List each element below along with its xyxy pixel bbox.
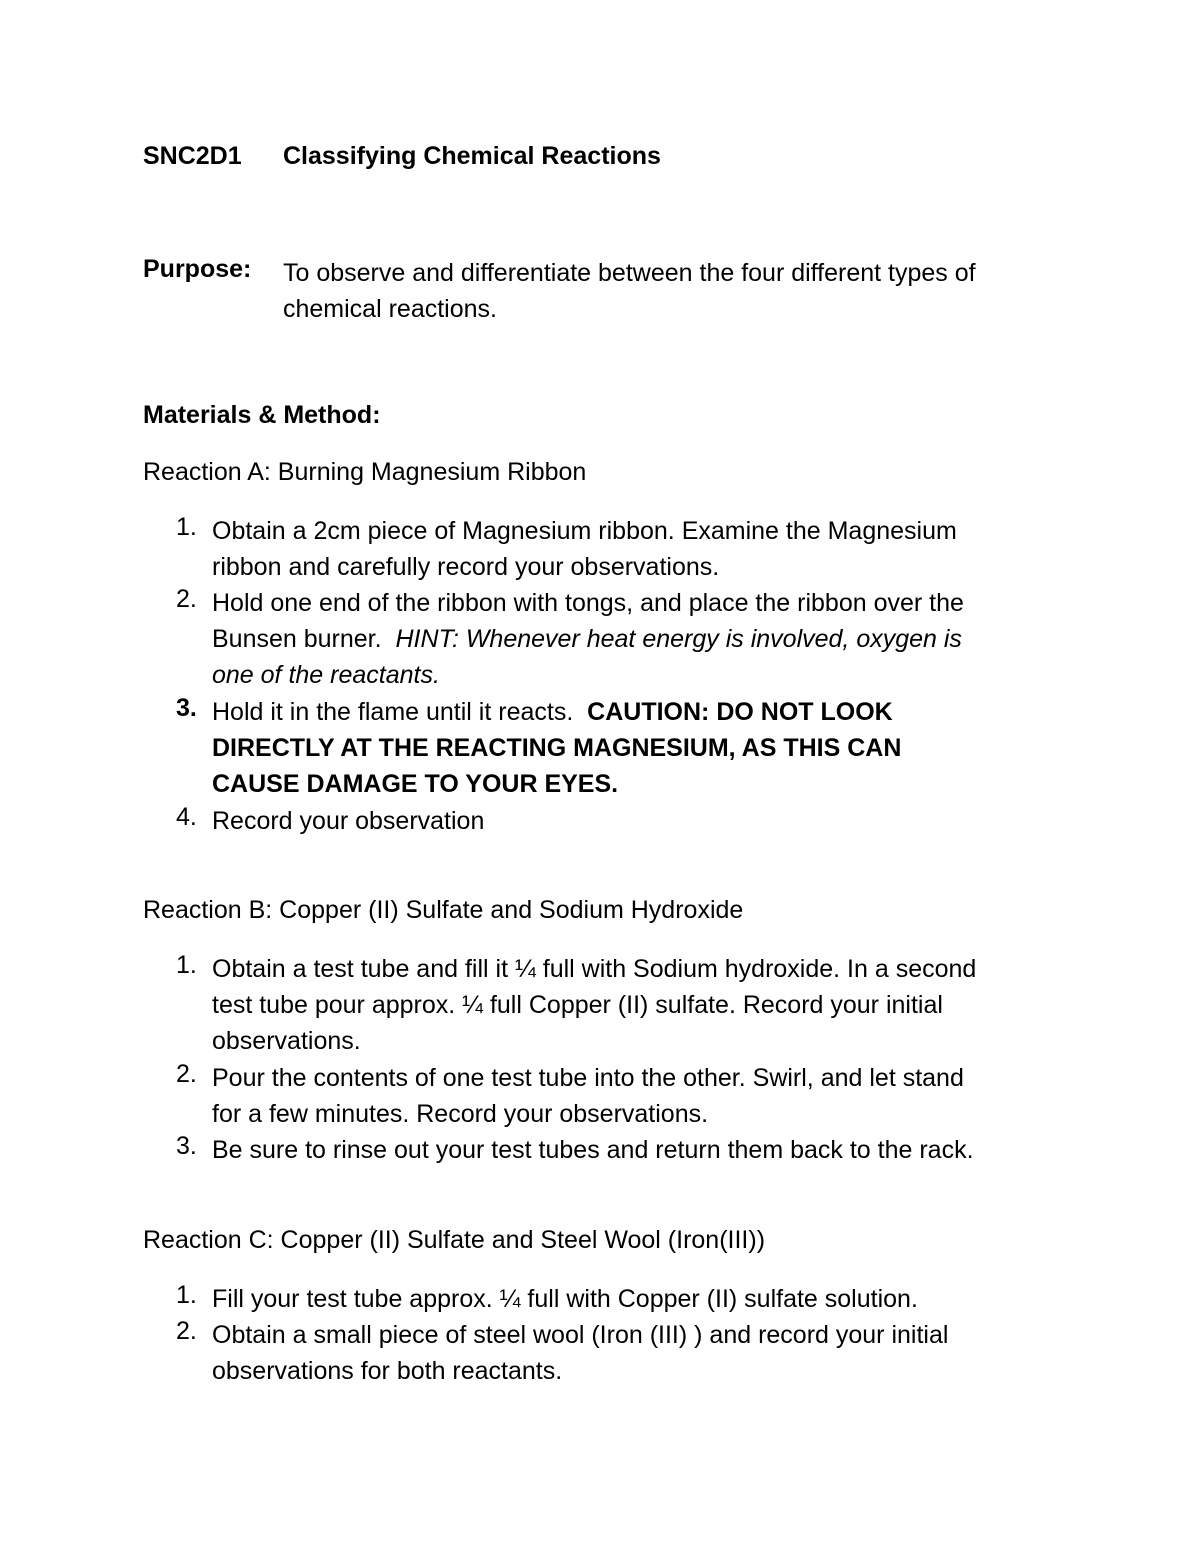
step-line: observations. — [212, 1027, 361, 1055]
step-line: for a few minutes. Record your observations. — [212, 1100, 709, 1128]
reaction-c-heading: Reaction C: Copper (II) Sulfate and Steel Wool (Iron(III)) — [143, 1226, 766, 1254]
step-number: 4. — [176, 803, 197, 831]
step-number: 2. — [176, 1317, 197, 1345]
step-line — [212, 694, 1112, 730]
step-line: Obtain a small piece of steel wool (Iron (III) ) and record your initial — [212, 1321, 949, 1349]
purpose-line-2: chemical reactions. — [283, 295, 497, 323]
step-line: Pour the contents of one test tube into the other. Swirl, and let stand — [212, 1064, 964, 1092]
hint-text-continued: one of the reactants. — [212, 661, 440, 689]
step-number: 2. — [176, 585, 197, 613]
step-line: Hold one end of the ribbon with tongs, and place the ribbon over the — [212, 589, 964, 617]
step-line: test tube pour approx. ¼ full Copper (II) sulfate. Record your initial — [212, 991, 943, 1019]
step-text: Hold it in the flame until it reacts. — [212, 698, 588, 726]
course-code: SNC2D1 — [143, 142, 242, 170]
reaction-a-heading: Reaction A: Burning Magnesium Ribbon — [143, 458, 587, 486]
step-number: 1. — [176, 951, 197, 979]
caution-text: CAUTION: DO NOT LOOK — [587, 698, 893, 726]
purpose-line-1: To observe and differentiate between the four different types of — [283, 259, 976, 287]
step-line: Obtain a test tube and fill it ¼ full with Sodium hydroxide. In a second — [212, 955, 977, 983]
step-line: Fill your test tube approx. ¼ full with Copper (II) sulfate solution. — [212, 1285, 918, 1313]
step-number: 3. — [176, 1132, 197, 1160]
step-line: Be sure to rinse out your test tubes and return them back to the rack. — [212, 1136, 974, 1164]
step-number: 2. — [176, 1060, 197, 1088]
step-number: 1. — [176, 513, 197, 541]
step-line: Obtain a 2cm piece of Magnesium ribbon. Examine the Magnesium — [212, 517, 957, 545]
page-title: Classifying Chemical Reactions — [283, 142, 661, 170]
purpose-text — [283, 255, 1083, 327]
step-number: 1. — [176, 1281, 197, 1309]
materials-method-heading: Materials & Method: — [143, 401, 381, 429]
step-line: Record your observation — [212, 807, 485, 835]
caution-text-line-3: CAUSE DAMAGE TO YOUR EYES. — [212, 770, 619, 798]
step-text: Bunsen burner. — [212, 625, 396, 653]
step-line: ribbon and carefully record your observations. — [212, 553, 720, 581]
caution-text-line-2: DIRECTLY AT THE REACTING MAGNESIUM, AS THIS CAN — [212, 734, 902, 762]
step-line — [212, 621, 1112, 657]
step-line: observations for both reactants. — [212, 1357, 563, 1385]
reaction-b-heading: Reaction B: Copper (II) Sulfate and Sodium Hydroxide — [143, 896, 744, 924]
purpose-label: Purpose: — [143, 255, 252, 283]
hint-text: HINT: Whenever heat energy is involved, oxygen is — [395, 625, 962, 653]
step-number: 3. — [176, 694, 197, 722]
